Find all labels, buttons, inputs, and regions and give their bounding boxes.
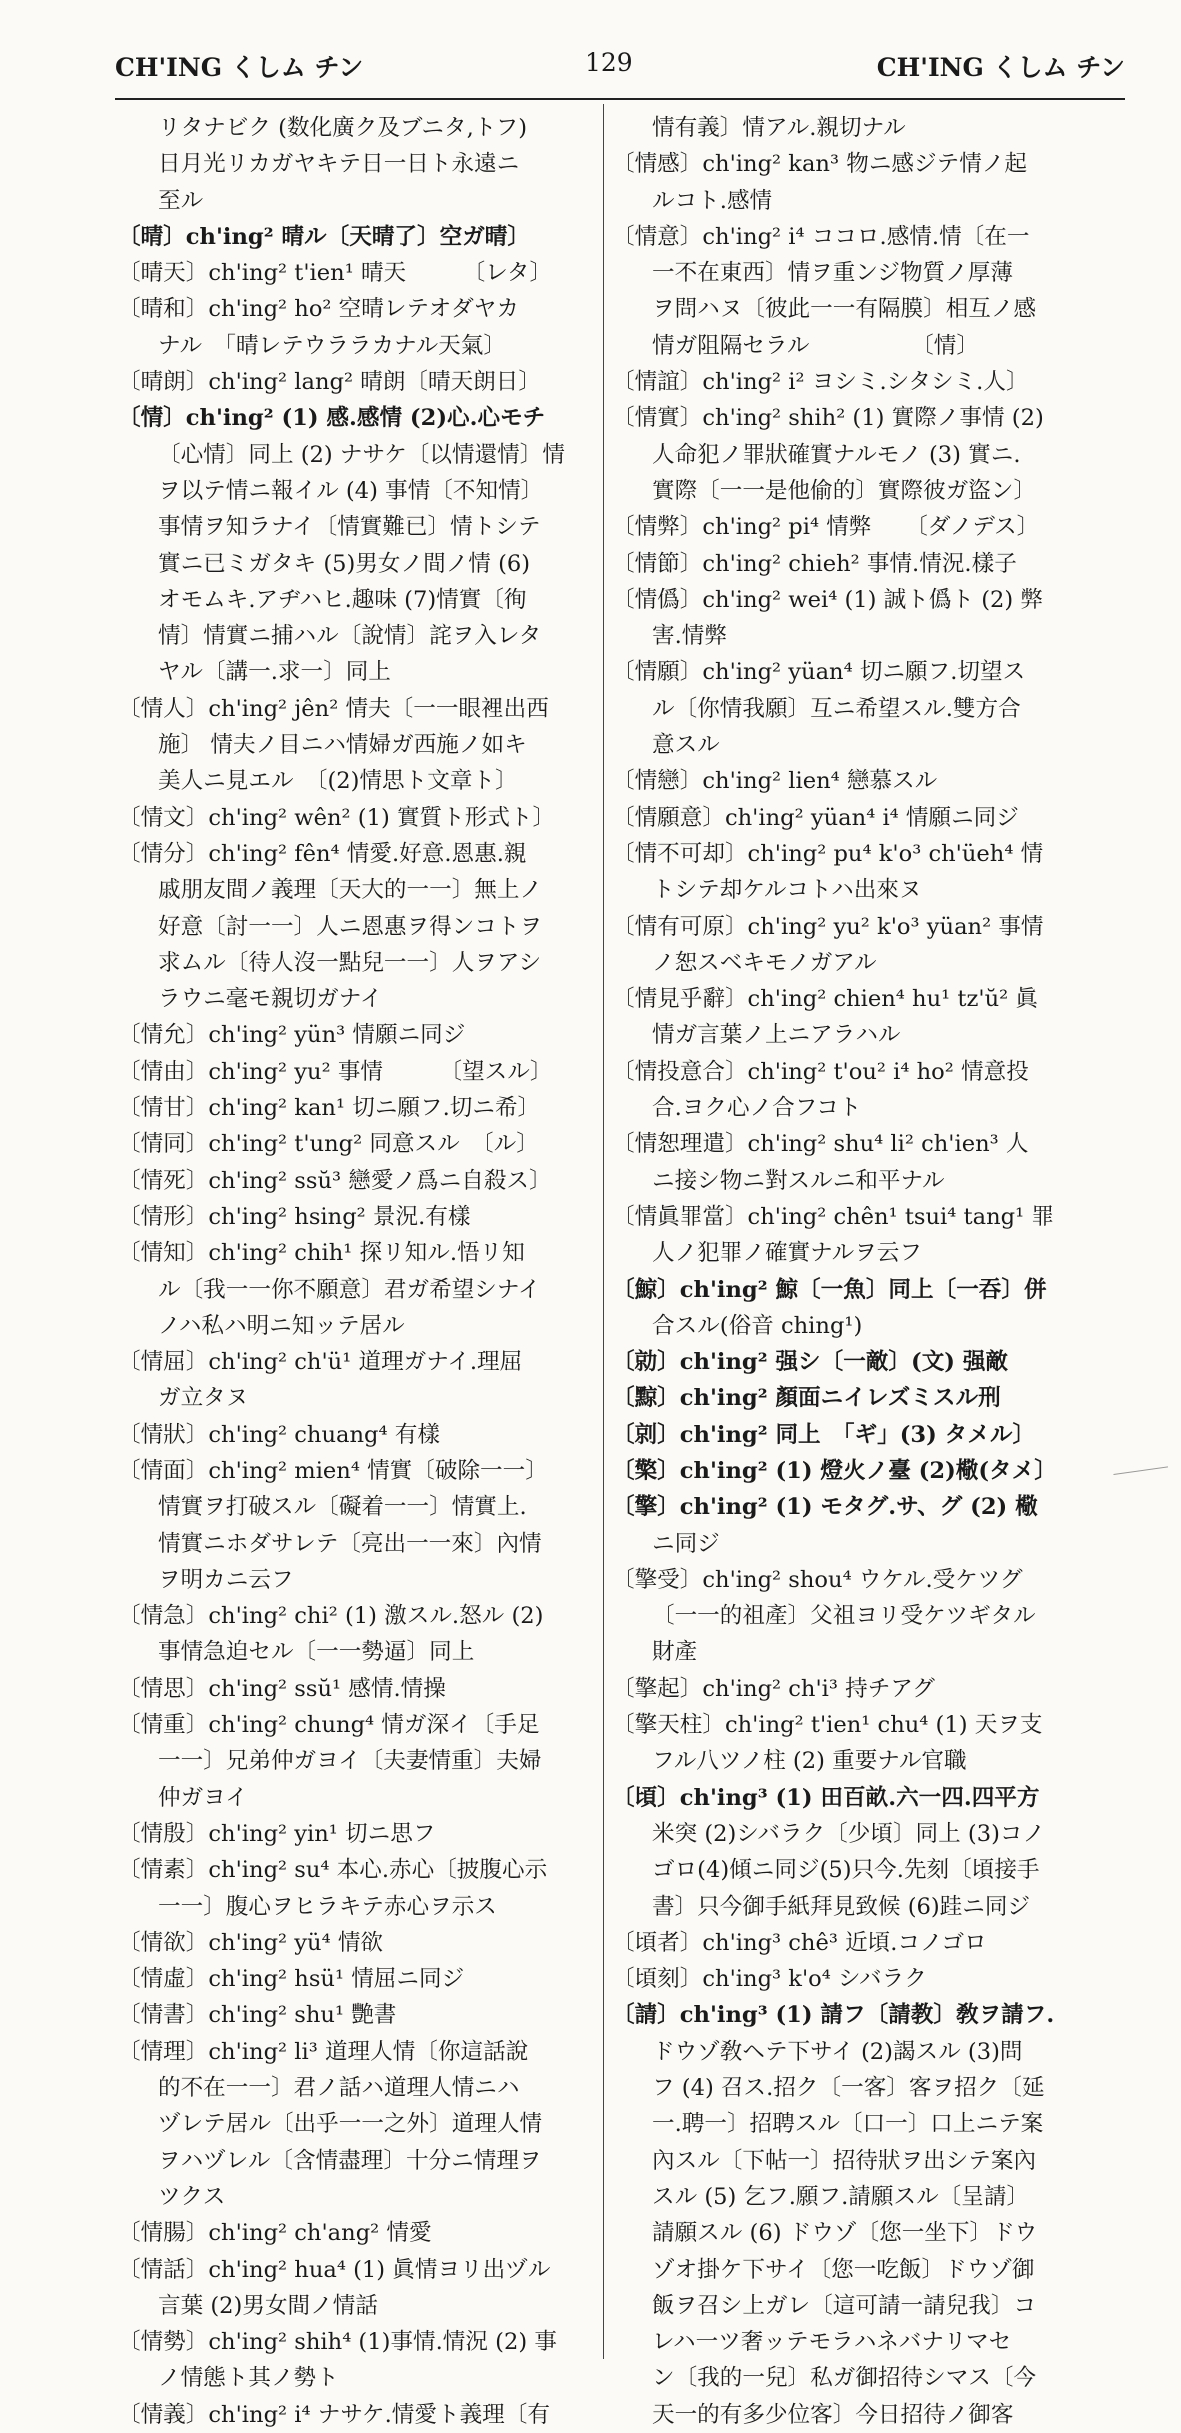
entry-continuation-line: トシテ却ケルコトハ出來ヌ [652,877,922,904]
entry-line: 〔情面〕ch'ing² mien⁴ 情實〔破除一一〕 [118,1457,548,1484]
entry-line: 〔情有可原〕ch'ing² yu² k'o³ yüan² 事情 [612,913,1044,940]
entry-line: 〔情眞罪當〕ch'ing² chên¹ tsui⁴ tang¹ 罪 [612,1203,1054,1230]
entry-continuation-line: 情ガ言葉ノ上ニアラハル [652,1022,901,1049]
entry-continuation-line: ニ同ジ [652,1530,720,1557]
header-rule [115,98,1125,100]
entry-continuation-line: ヲハヅレル〔含情盡理〕十分ニ情理ヲ [158,2147,542,2174]
entry-continuation-line: ノハ私ハ明ニ知ッテ居ル [158,1312,405,1339]
entry-line: 〔頃者〕ch'ing³ chê³ 近頃.コノゴロ [612,1929,987,1956]
entry-line: 〔情書〕ch'ing² shu¹ 艷書 [118,2002,397,2029]
headword-entry-line: 〔鯨〕ch'ing² 鯨〔一魚〕同上〔一吞〕併 [612,1276,1047,1303]
left-column [118,110,596,2428]
entry-continuation-line: 實ニ已ミガタキ (5)男女ノ間ノ情 (6) [158,550,531,577]
entry-line: 〔情願〕ch'ing² yüan⁴ 切ニ願フ.切望ス [612,659,1026,686]
entry-continuation-line: ノ恕スベキモノガアル [652,949,877,976]
entry-line: 〔情狀〕ch'ing² chuang⁴ 有樣 [118,1421,440,1448]
entry-continuation-line: 情〕情實ニ捕ハル〔說情〕詫ヲ入レタ [158,623,542,650]
entry-line: 〔情勢〕ch'ing² shih⁴ (1)事情.情況 (2) 事 [118,2329,557,2356]
entry-continuation-line: ガ立タヌ [158,1385,249,1412]
entry-continuation-line: 情有義〕情アル.親切ナル [652,115,906,141]
entry-line: 〔情殷〕ch'ing² yin¹ 切ニ思フ [118,1820,436,1847]
entry-continuation-line: ヲ問ハヌ〔彼此一一有隔膜〕相互ノ感 [652,296,1037,323]
entry-line: 〔情人〕ch'ing² jên² 情夫〔一一眼裡出西 [118,695,549,722]
headword-entry-line: 〔剠〕ch'ing² 同上 「ギ」(3) タメル〕 [612,1421,1036,1448]
entry-continuation-line: 一不在東西〕情ヲ重ンジ物質ノ厚薄 [652,260,1013,287]
entry-line: 〔情投意合〕ch'ing² t'ou² i⁴ ho² 情意投 [612,1058,1029,1085]
entry-line: 〔情不可却〕ch'ing² pu⁴ k'o³ ch'üeh⁴ 情 [612,840,1044,867]
entry-continuation-line: ニ接シ物ニ對スルニ和平ナル [652,1167,945,1194]
entry-continuation-line: 〔心情〕同上 (2) ナサケ〔以情還情〕情 [158,441,565,468]
entry-continuation-line: 飯ヲ召シ上ガレ〔這可請一請兒我〕コ [652,2292,1037,2319]
entry-continuation-line: 內スル〔下帖一〕招待狀ヲ出シテ案內 [652,2147,1037,2174]
entry-line: 〔情實〕ch'ing² shih² (1) 實際ノ事情 (2) [612,405,1044,432]
entry-line: 〔情允〕ch'ing² yün³ 情願ニ同ジ [118,1022,466,1049]
entry-continuation-line: 實際〔一一是他偷的〕實際彼ガ盜ン〕 [652,477,1037,504]
entry-continuation-line: ドウゾ敎ヘテ下サイ (2)謁スル (3)問 [652,2038,1023,2065]
entry-continuation-line: 至ル [158,187,204,214]
entry-continuation-line: 言葉 (2)男女間ノ情話 [158,2292,378,2319]
entry-continuation-line: 美人ニ見エル 〔(2)情思ト文章ト〕 [158,768,518,795]
entry-line: 〔情屈〕ch'ing² ch'ü¹ 道理ガナイ.理屈 [118,1349,523,1376]
entry-continuation-line: 人命犯ノ罪狀確實ナルモノ (3) 實ニ. [652,441,1021,468]
entry-continuation-line: ル〔你情我願〕互ニ希望スル.雙方合 [652,695,1021,722]
entry-continuation-line: 一一〕腹心ヲヒラキテ赤心ヲ示ス [158,1893,497,1920]
entry-line: 〔情分〕ch'ing² fên⁴ 情愛.好意.恩惠.親 [118,840,527,867]
entry-continuation-line: ツクス [158,2183,226,2210]
entry-continuation-line: ヤル〔講一.求一〕同上 [158,659,391,686]
entry-continuation-line: 意スル [652,732,720,759]
entry-continuation-line: 合スル(俗音 ching¹) [652,1312,863,1339]
page-number: 129 [585,48,633,77]
entry-continuation-line: 戚朋友間ノ義理〔天大的一一〕無上ノ [158,877,543,904]
entry-continuation-line: スル (5) 乞フ.願フ.請願スル〔呈請〕 [652,2183,1030,2210]
entry-continuation-line: レハ一ツ奢ッテモラハネバナリマセ [652,2329,1012,2356]
entry-line: 〔情理〕ch'ing² li³ 道理人情〔你這話說 [118,2038,529,2065]
entry-continuation-line: 米突 (2)シバラク〔少頃〕同上 (3)コノ [652,1820,1046,1847]
entry-continuation-line: リタナビク (数化廣ク及ブニタ,トフ) [158,115,528,141]
entry-continuation-line: オモムキ.アヂハヒ.趣味 (7)情實〔徇 [158,586,527,613]
entry-continuation-line: 天一的有多少位客〕今日招待ノ御客 [652,2401,1014,2428]
entry-continuation-line: 仲ガヨイ [158,1784,248,1811]
entry-continuation-line: 害.情弊 [652,623,727,650]
entry-line: 〔情重〕ch'ing² chung⁴ 情ガ深イ〔手足 [118,1712,540,1739]
entry-line: 〔情弊〕ch'ing² pi⁴ 情弊 〔ダノデス〕 [612,514,1040,541]
headword-entry-line: 〔頃〕ch'ing³ (1) 田百畝.六一四.四平方 [612,1784,1040,1811]
entry-continuation-line: フ (4) 召ス.招ク〔一客〕客ヲ招ク〔延 [652,2075,1045,2102]
entry-continuation-line: ル〔我一一你不願意〕君ガ希望シナイ [158,1276,541,1303]
entry-continuation-line: 事情急迫セル〔一一勢逼〕同上 [158,1639,475,1666]
entry-continuation-line: 施〕 情夫ノ目ニハ情婦ガ西施ノ如キ [158,732,527,759]
entry-line: 〔情恕理遣〕ch'ing² shu⁴ li² ch'ien³ 人 [612,1131,1029,1158]
entry-line: 〔情誼〕ch'ing² i² ヨシミ.シタシミ.人〕 [612,369,1029,396]
entry-continuation-line: 財產 [652,1639,698,1666]
entry-line: 〔情思〕ch'ing² ssŭ¹ 感情.情操 [118,1675,446,1702]
entry-line: 〔擎受〕ch'ing² shou⁴ ウケル.受ケツグ [612,1566,1023,1593]
entry-line: 〔情急〕ch'ing² chi² (1) 激スル.怒ル (2) [118,1603,544,1630]
headword-entry-line: 〔擎〕ch'ing² (1) モタグ.サ、グ (2) 㯳 [612,1494,1038,1521]
column-divider [603,104,604,2359]
entry-continuation-line: 事情ヲ知ラナイ〔情實難已〕情トシテ [158,514,541,541]
entry-continuation-line: 情實ニホダサレテ〔亮出一一來〕內情 [158,1530,542,1557]
entry-continuation-line: 日月光リカガヤキテ日一日ト永遠ニ [158,151,520,178]
entry-line: 〔晴和〕ch'ing² ho² 空晴レテオダヤカ [118,296,519,323]
entry-line: 〔頃刻〕ch'ing³ k'o⁴ シバラク [612,1966,927,1993]
entry-continuation-line: ノ情態ト其ノ勢ト [158,2365,339,2392]
entry-continuation-line: ヲ明カニ云フ [158,1566,294,1593]
entry-line: 〔情節〕ch'ing² chieh² 事情.情況.樣子 [612,550,1017,577]
entry-line: 〔情戀〕ch'ing² lien⁴ 戀慕スル [612,768,938,795]
entry-continuation-line: ラウニ毫モ親切ガナイ [158,986,383,1013]
entry-continuation-line: 情實ヲ打破スル〔礙着一一〕情實上. [158,1494,527,1521]
entry-continuation-line: ヅレテ居ル〔出乎一一之外〕道理人情 [158,2111,543,2138]
headword-entry-line: 〔請〕ch'ing³ (1) 請フ〔請教〕敎ヲ請フ. [612,2002,1055,2029]
entry-line: 〔擎天柱〕ch'ing² t'ien¹ chu⁴ (1) 天ヲ支 [612,1712,1043,1739]
entry-line: 〔情知〕ch'ing² chih¹ 探リ知ル.悟リ知 [118,1240,525,1267]
entry-line: 〔情腸〕ch'ing² ch'ang² 情愛 [118,2220,432,2247]
page-header [115,48,1125,92]
margin-mark [1113,1466,1173,1514]
entry-continuation-line: 合.ヨク心ノ合フコト [652,1095,862,1122]
entry-line: 〔情死〕ch'ing² ssŭ³ 戀愛ノ爲ニ自殺ス〕 [118,1167,552,1194]
entry-line: 〔情感〕ch'ing² kan³ 物ニ感ジテ情ノ起 [612,151,1027,178]
entry-continuation-line: フル八ツノ柱 (2) 重要ナル官職 [652,1748,967,1775]
entry-line: 〔情文〕ch'ing² wên² (1) 實質ト形式ト〕 [118,804,556,831]
headword-entry-line: 〔黥〕ch'ing² 顏面ニイレズミスル刑 [612,1385,1001,1412]
entry-line: 〔情義〕ch'ing² i⁴ ナサケ.情愛ト義理〔有 [118,2401,550,2428]
entry-continuation-line: 請願スル (6) ドウゾ〔您一坐下〕ドウ [652,2220,1038,2247]
entry-line: 〔情由〕ch'ing² yu² 事情 〔望スル〕 [118,1058,553,1085]
entry-line: 〔擎起〕ch'ing² ch'i³ 持チアグ [612,1675,935,1702]
entry-continuation-line: ゴロ(4)傾ニ同ジ(5)只今.先刻〔頃接手 [652,1857,1040,1884]
header-left-running-title: CH'ING くしム チン [115,53,364,82]
headword-entry-line: 〔勍〕ch'ing² 强シ〔一敵〕(文) 强敵 [612,1349,1009,1376]
entry-line: 〔晴朗〕ch'ing² lang² 晴朗〔晴天朗日〕 [118,369,541,396]
entry-continuation-line: 一.聘一〕招聘スル〔口一〕口上ニテ案 [652,2111,1044,2138]
entry-continuation-line: 〔一一的祖產〕父祖ヨリ受ケツギタル [652,1603,1036,1630]
entry-line: 〔情甘〕ch'ing² kan¹ 切ニ願フ.切ニ希〕 [118,1095,541,1122]
entry-continuation-line: 一一〕兄弟仲ガヨイ〔夫妻情重〕夫婦 [158,1748,542,1775]
entry-line: 〔情形〕ch'ing² hsing² 景況.有樣 [118,1203,471,1230]
entry-continuation-line: 好意〔討一一〕人ニ恩惠ヲ得ンコトヲ [158,913,543,940]
entry-line: 〔情素〕ch'ing² su⁴ 本心.赤心〔披腹心示 [118,1857,548,1884]
entry-continuation-line: ン〔我的一兒〕私ガ御招待シマス〔今 [652,2365,1037,2392]
entry-line: 〔晴天〕ch'ing² t'ien¹ 晴天 〔レタ〕 [118,260,553,287]
entry-continuation-line: ゾオ掛ケ下サイ〔您一吃飯〕ドウゾ御 [652,2256,1035,2283]
entry-line: 〔情同〕ch'ing² t'ung² 同意スル 〔ル〕 [118,1131,539,1158]
right-column [612,110,1115,2428]
entry-continuation-line: 求ムル〔待人沒一點兒一一〕人ヲアシ [158,949,542,976]
entry-continuation-line: ヲ以テ情ニ報イル (4) 事情〔不知情〕 [158,477,544,504]
entry-line: 〔情虛〕ch'ing² hsü¹ 情屈ニ同ジ [118,1966,465,1993]
entry-continuation-line: 書〕只今御手紙拜見致候 (6)跬ニ同ジ [652,1893,1031,1920]
entry-line: 〔情願意〕ch'ing² yüan⁴ i⁴ 情願ニ同ジ [612,804,1019,831]
entry-continuation-line: 的不在一一〕君ノ話ハ道理人情ニハ [158,2075,520,2102]
entry-line: 〔情欲〕ch'ing² yü⁴ 情欲 [118,1929,384,1956]
entry-line: 〔情見乎辭〕ch'ing² chien⁴ hu¹ tz'ŭ² 眞 [612,986,1038,1013]
entry-continuation-line: 人ノ犯罪ノ確實ナルヲ云フ [652,1240,922,1267]
header-right-running-title: CH'ING くしム チン [876,53,1125,82]
entry-continuation-line: ナル 「晴レテウララカナル天氣〕 [158,332,506,359]
headword-entry-line: 〔檠〕ch'ing² (1) 燈火ノ臺 (2)㯳(タメ〕 [612,1457,1057,1484]
entry-continuation-line: 情ガ阻隔セラル 〔情〕 [652,332,979,359]
entry-line: 〔情僞〕ch'ing² wei⁴ (1) 誠ト僞ト (2) 弊 [612,586,1043,613]
entry-line: 〔情意〕ch'ing² i⁴ ココロ.感情.情〔在一 [612,223,1030,250]
headword-entry-line: 〔晴〕ch'ing² 晴ル〔天晴了〕空ガ晴〕 [118,223,530,250]
headword-entry-line: 〔情〕ch'ing² (1) 感.感情 (2)心.心モチ [118,405,546,432]
entry-line: 〔情話〕ch'ing² hua⁴ (1) 眞情ヨリ出ヅル [118,2256,551,2283]
entry-continuation-line: ルコト.感情 [652,187,773,214]
